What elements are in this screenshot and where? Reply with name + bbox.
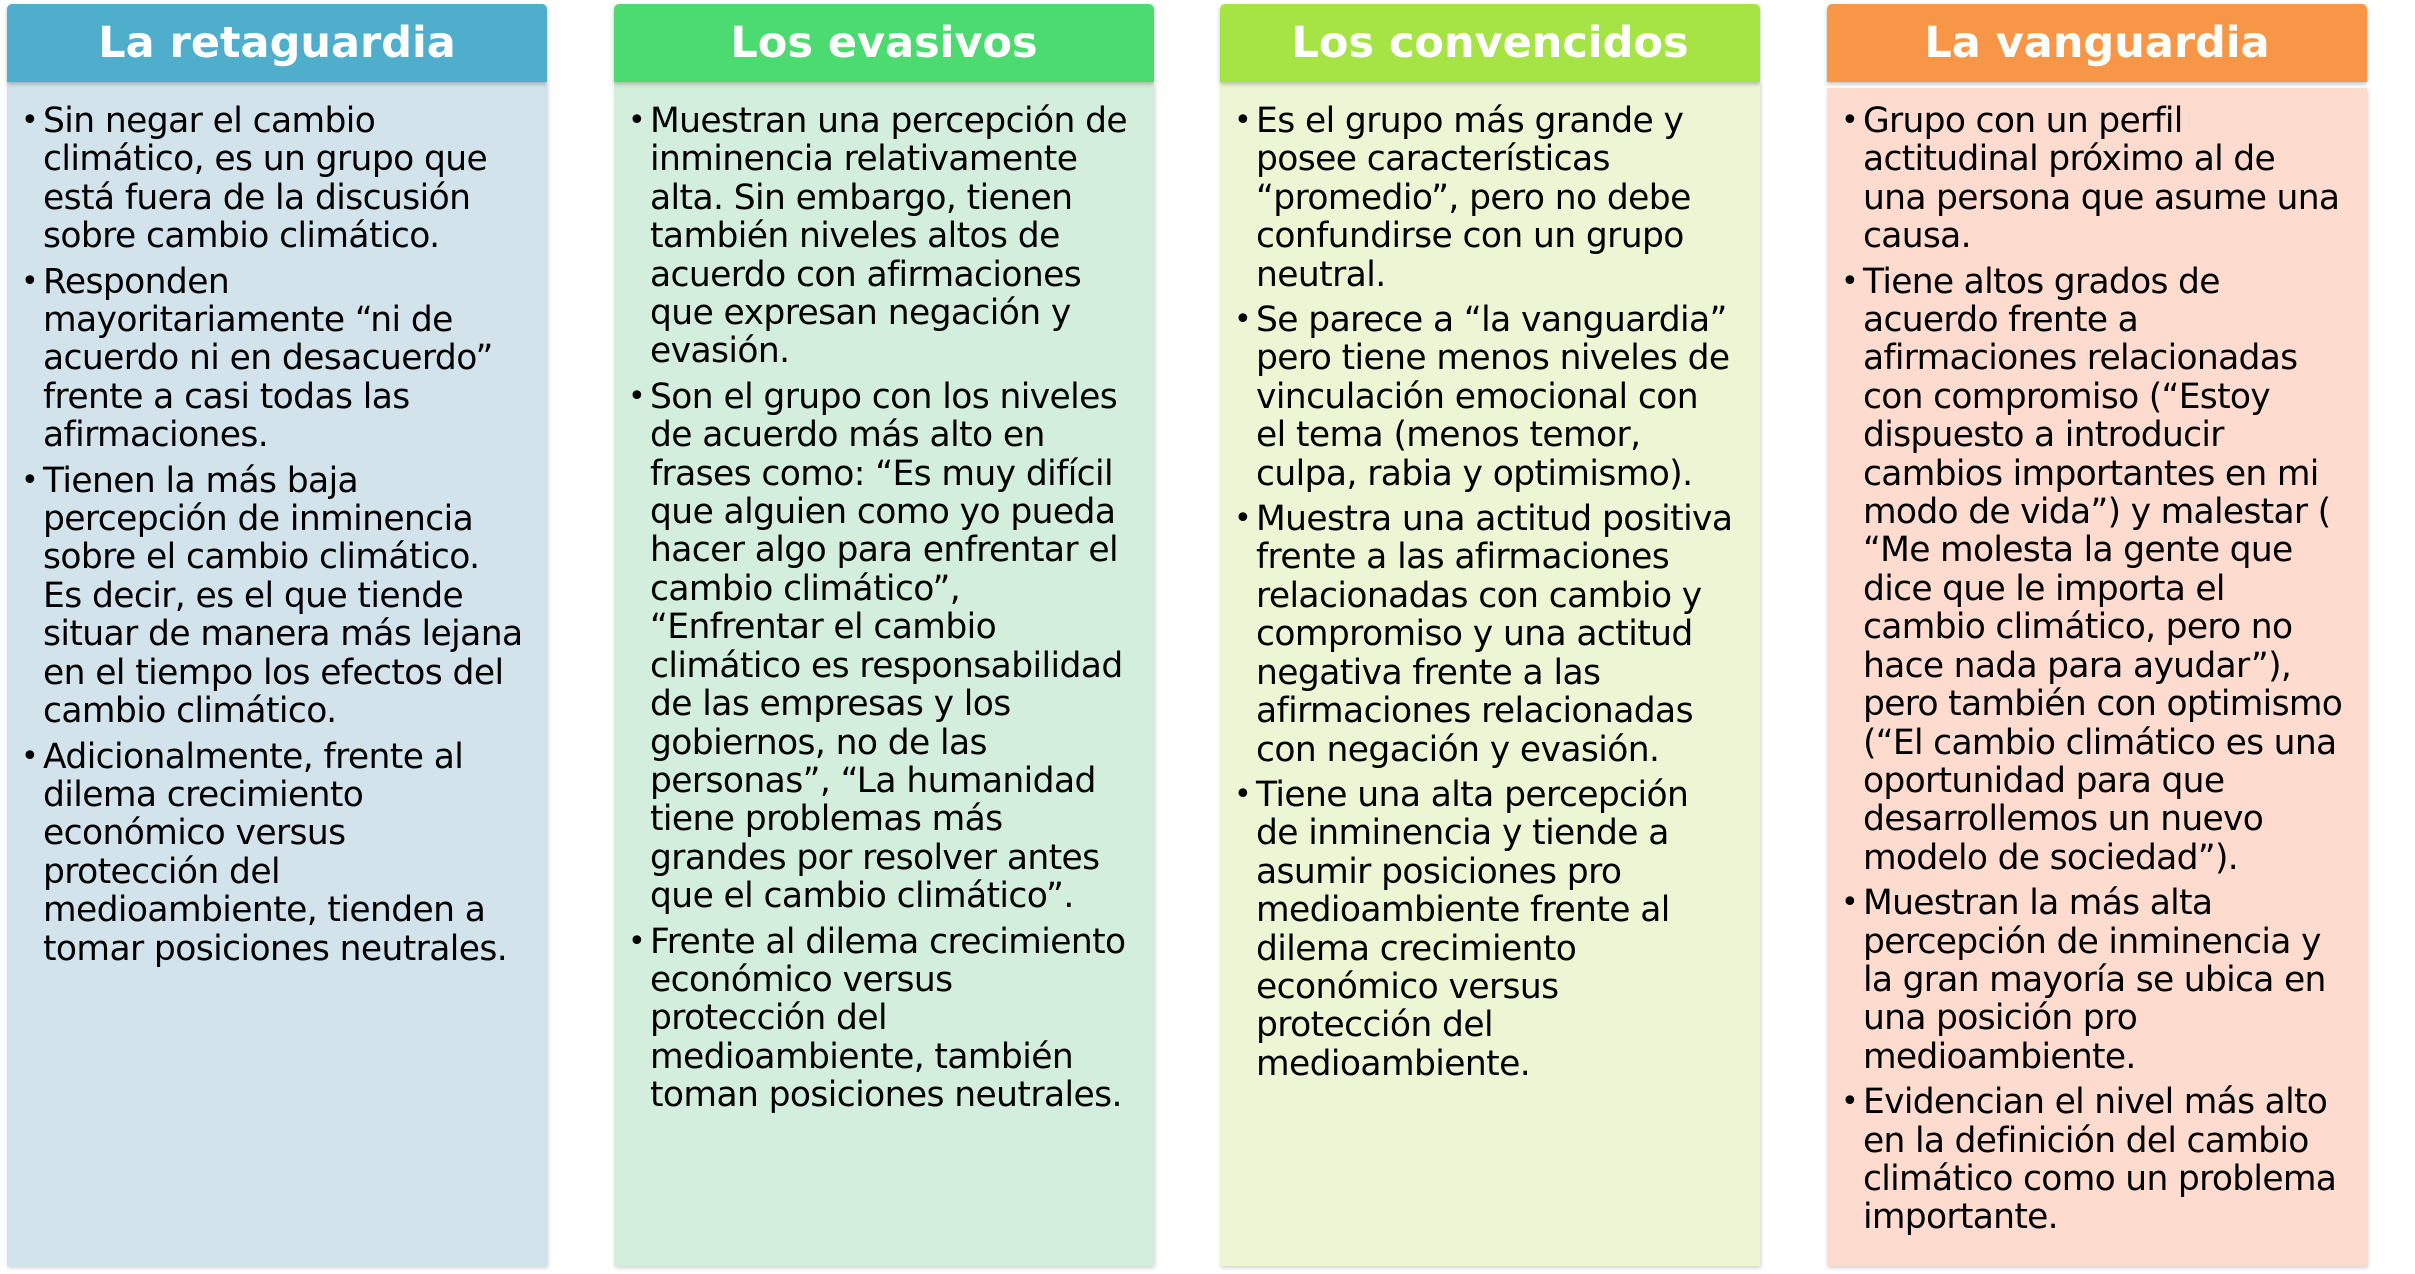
column-header <box>1827 4 2367 82</box>
bullet-icon: • <box>628 103 646 138</box>
bullet-item: • Muestran la más alta percepción de inminencia y la gran mayoría se ubica en una posición pro medioambiente. <box>1841 883 2326 1077</box>
column-header <box>614 4 1154 82</box>
bullet-item: • Son el grupo con los niveles de acuerdo más alto en frases como: “Es muy difícil que alguien como yo pueda hacer algo para enfrentar el cambio climático”, “Enfrentar el cambio climático es responsabilidad de las empresas y los gobiernos, no de las personas”, “La humanidad tiene problemas más grandes por resolver antes que el cambio climático”. <box>628 376 1123 917</box>
column-vanguardia <box>1827 4 2367 1266</box>
bullet-list <box>1234 102 1736 1083</box>
bullet-icon: • <box>1841 885 1858 921</box>
bullet-icon: • <box>1234 103 1252 138</box>
bullet-icon: • <box>21 263 39 299</box>
bullet-item: • Muestran una percepción de inminencia relativamente alta. Sin embargo, tienen también niveles altos de acuerdo con afirmaciones que expresan negación y evasión. <box>628 101 1128 372</box>
column-convencidos <box>1220 4 1760 1266</box>
column-retaguardia <box>7 4 547 1266</box>
bullet-item: • Sin negar el cambio climático, es un grupo que está fuera de la discusión sobre cambio climático. <box>21 101 488 257</box>
column-body <box>614 82 1154 1266</box>
bullet-item: • Tienen la más baja percepción de inminencia sobre el cambio climático. Es decir, es el que tiende situar de manera más lejana en el tiempo los efectos del cambio climático. <box>21 460 523 732</box>
bullet-icon: • <box>628 923 646 959</box>
bullet-item: • Se parece a “la vanguardia” pero tiene menos niveles de vinculación emocional con el tema (menos temor, culpa, rabia y optimismo). <box>1234 300 1730 494</box>
bullet-icon: • <box>21 103 39 138</box>
bullet-item: • Tiene una alta percepción de inminencia y tiende a asumir posiciones pro medioambiente frente al dilema crecimiento económico versus protección del medioambiente. <box>1234 774 1689 1084</box>
bullet-icon: • <box>1841 1084 1858 1120</box>
column-header <box>1220 4 1760 82</box>
column-evasivos <box>614 4 1154 1266</box>
bullet-item: • Evidencian el nivel más alto en la definición del cambio climático como un problema importante. <box>1841 1082 2337 1238</box>
bullet-item: • Tiene altos grados de acuerdo frente a afirmaciones relacionadas con compromiso (“Estoy dispuesto a introducir cambios importantes en mi modo de vida”) y malestar ( “Me molesta la gente que dice que le importa el cambio climático, pero no hace nada para ayudar”), pero también con optimismo (“El cambio climático es una oportunidad para que desarrollemos un nuevo modelo de sociedad”). <box>1841 261 2343 878</box>
column-body <box>7 82 547 1266</box>
bullet-item: • Muestra una actitud positiva frente a las afirmaciones relacionadas con cambio y compromiso y una actitud negativa frente a las afirmaciones relacionadas con negación y evasión. <box>1234 499 1733 770</box>
column-title: La retaguardia <box>98 18 456 68</box>
column-header <box>7 4 547 82</box>
column-title: La vanguardia <box>1924 18 2270 68</box>
column-body <box>1220 82 1760 1266</box>
bullet-item: • Adicionalmente, frente al dilema crecimiento económico versus protección del medioambiente, tienden a tomar posiciones neutrales. <box>21 736 508 969</box>
bullet-item: • Es el grupo más grande y posee características “promedio”, pero no debe confundirse con un grupo neutral. <box>1234 101 1691 295</box>
column-title: Los convencidos <box>1291 18 1689 68</box>
bullet-icon: • <box>1841 103 1858 138</box>
bullet-item: • Frente al dilema crecimiento económico versus protección del medioambiente, también toman posiciones neutrales. <box>628 921 1126 1116</box>
bullet-icon: • <box>21 738 39 774</box>
bullet-list <box>628 102 1130 1115</box>
bullet-icon: • <box>1841 263 1858 299</box>
bullet-item: • Responden mayoritariamente “ni de acuerdo ni en desacuerdo” frente a casi todas las afirmaciones. <box>21 261 493 456</box>
column-title: Los evasivos <box>730 18 1038 68</box>
bullet-icon: • <box>21 462 39 498</box>
bullet-icon: • <box>1234 302 1252 338</box>
bullet-icon: • <box>628 378 646 414</box>
bullet-icon: • <box>1234 501 1252 537</box>
column-body <box>1827 88 2367 1266</box>
bullet-item: • Grupo con un perfil actitudinal próximo al de una persona que asume una causa. <box>1841 101 2340 257</box>
bullet-list <box>21 102 523 968</box>
bullet-list <box>1841 102 2343 1237</box>
bullet-icon: • <box>1234 776 1252 812</box>
